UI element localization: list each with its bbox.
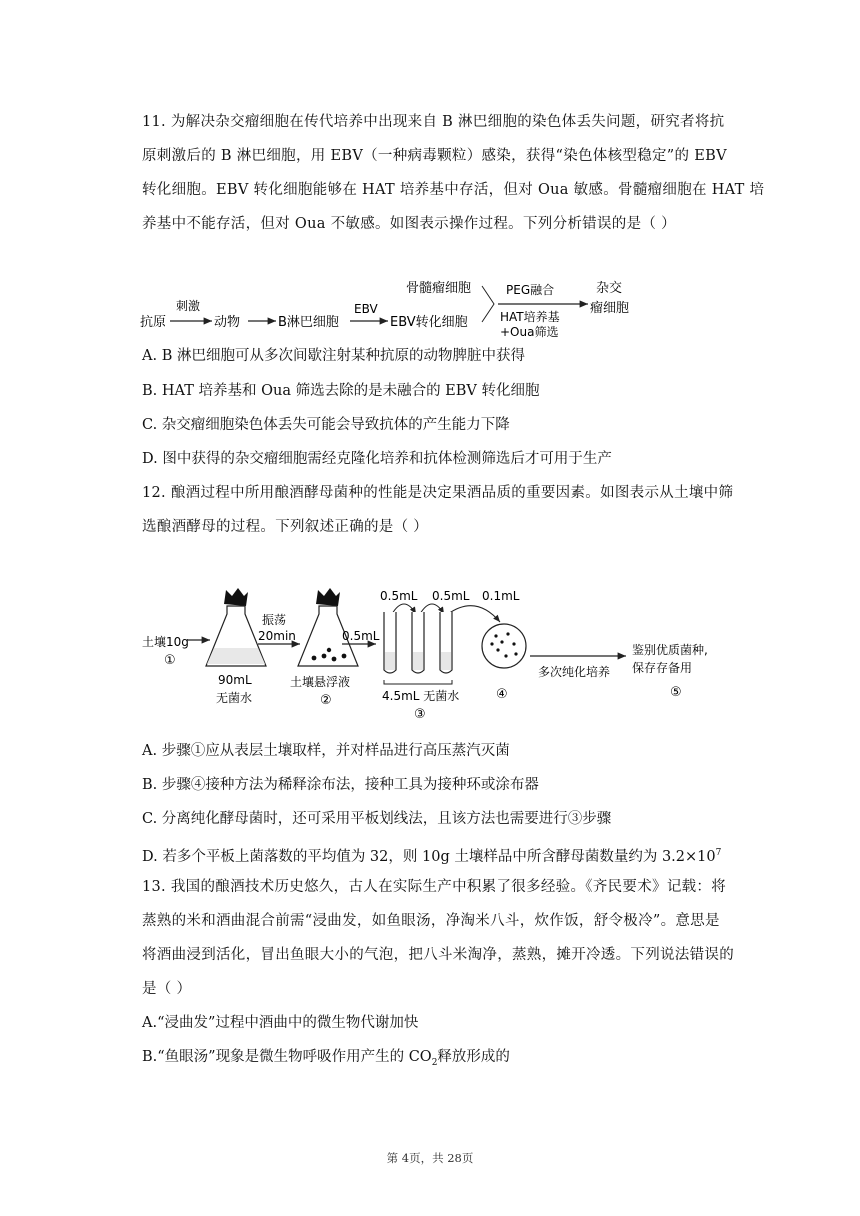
suspension-label: 土壤悬浮液 xyxy=(290,675,351,689)
q11-option-d: D. 图中获得的杂交瘤细胞需经克隆化培养和抗体检测筛选后才可用于生产 xyxy=(142,451,612,467)
water90-label-1: 90mL xyxy=(218,673,252,687)
q12-line-1: 12. 酿酒过程中所用酿酒酵母菌种的性能是决定果酒品质的重要因素。如图表示从土壤中筛 xyxy=(142,485,734,501)
flask-2-stopper xyxy=(316,588,340,606)
q12-diagram xyxy=(136,580,736,732)
myeloma-label: 骨髓瘤细胞 xyxy=(406,281,472,296)
q11-option-a: A. B 淋巴细胞可从多次间歇注射某种抗原的动物脾脏中获得 xyxy=(142,348,525,364)
step3-label: ③ xyxy=(414,707,426,722)
q13-option-a: A.“浸曲发”过程中酒曲中的微生物代谢加快 xyxy=(142,1015,419,1031)
q13-line-3: 将酒曲浸到活化，冒出鱼眼大小的气泡，把八斗米淘净，蒸熟，摊开冷透。下列说法错误的 xyxy=(142,947,734,963)
q11-option-c: C. 杂交瘤细胞染色体丢失可能会导致抗体的产生能力下降 xyxy=(142,417,510,433)
identify-label-2: 保存存备用 xyxy=(632,661,693,675)
tubes-bracket xyxy=(384,680,452,684)
volume-label-a: 0.5mL xyxy=(380,589,418,603)
q12-line-2: 选酿酒酵母的过程。下列叙述正确的是（ ） xyxy=(142,519,429,535)
identify-label-1: 鉴别优质菌种, xyxy=(632,643,708,657)
flask-1-liquid xyxy=(207,648,265,664)
purify-label: 多次纯化培养 xyxy=(538,665,611,679)
tubes-label: 4.5mL 无菌水 xyxy=(382,689,460,703)
stimulate-label: 刺激 xyxy=(176,299,201,313)
oua-label: +Oua筛选 xyxy=(500,325,559,339)
q11-line-4: 养基中不能存活，但对 Oua 不敏感。如图表示操作过程。下列分析错误的是（ ） xyxy=(142,216,676,232)
step2-label: ② xyxy=(320,693,332,708)
q13-option-b-text: B.“鱼眼汤”现象是微生物呼吸作用产生的 CO xyxy=(142,1049,432,1065)
ebv-label: EBV xyxy=(354,302,378,316)
q13-line-2: 蒸熟的米和酒曲混合前需“浸曲发，如鱼眼汤，净淘米八斗，炊作饭，舒令极冷”。意思是 xyxy=(142,913,720,929)
q12-option-a: A. 步骤①应从表层土壤取样，并对样品进行高压蒸汽灭菌 xyxy=(142,743,510,759)
volume-label-b: 0.5mL xyxy=(432,589,470,603)
peg-label: PEG融合 xyxy=(506,283,555,297)
q12-option-d-text: D. 若多个平板上菌落数的平均值为 32，则 10g 土壤样品中所含酵母菌数量约为 3.2×10 xyxy=(142,849,716,865)
q13-line-4: 是（ ） xyxy=(142,981,192,997)
transfer-volume-label: 0.5mL xyxy=(342,629,380,643)
ebv-cell-label: EBV转化细胞 xyxy=(390,315,468,330)
q11-line-1: 11. 为解决杂交瘤细胞在传代培养中出现来自 B 淋巴细胞的染色体丢失问题，研究者将抗 xyxy=(142,114,725,130)
q12-option-c: C. 分离纯化酵母菌时，还可采用平板划线法，且该方法也需要进行③步骤 xyxy=(142,811,612,827)
q13-option-b xyxy=(142,1047,510,1073)
bcell-label: B淋巴细胞 xyxy=(278,315,339,330)
step5-label: ⑤ xyxy=(670,685,682,700)
step1-label: ① xyxy=(164,653,176,668)
hybrid-label-2: 瘤细胞 xyxy=(590,301,630,316)
exponent: 7 xyxy=(715,848,722,858)
step4-label: ④ xyxy=(496,687,508,702)
q13-line-1: 13. 我国的酿酒技术历史悠久，古人在实际生产中积累了很多经验。《齐民要术》记载：将 xyxy=(142,879,727,895)
q12-option-d xyxy=(142,843,721,867)
time-label: 20min xyxy=(258,629,296,643)
volume-label-c: 0.1mL xyxy=(482,589,520,603)
transfer-arc-3 xyxy=(448,606,500,622)
soil-label: 土壤10g xyxy=(142,635,189,649)
flask-1-stopper xyxy=(224,588,248,606)
shake-label: 振荡 xyxy=(262,613,287,627)
hat-label: HAT培养基 xyxy=(500,310,560,324)
page-footer: 第 4页，共 28页 xyxy=(386,1151,474,1165)
petri-plate xyxy=(482,624,526,668)
animal-label: 动物 xyxy=(214,315,241,330)
q11-line-3: 转化细胞。EBV 转化细胞能够在 HAT 培养基中存活，但对 Oua 敏感。骨髓瘤细胞在 HAT 培 xyxy=(142,182,765,198)
water90-label-2: 无菌水 xyxy=(216,691,253,705)
subscript: 2 xyxy=(431,1057,438,1068)
q13-option-b-tail: 释放形成的 xyxy=(437,1049,510,1065)
q11-option-b: B. HAT 培养基和 Oua 筛选去除的是未融合的 EBV 转化细胞 xyxy=(142,383,540,399)
hybrid-label-1: 杂交 xyxy=(596,281,623,296)
q11-line-2: 原刺激后的 B 淋巴细胞，用 EBV（一种病毒颗粒）感染，获得“染色体核型稳定”的 EBV xyxy=(142,148,727,164)
merge-bracket xyxy=(482,286,494,322)
q12-option-b: B. 步骤④接种方法为稀释涂布法，接种工具为接种环或涂布器 xyxy=(142,777,539,793)
antigen-label: 抗原 xyxy=(140,315,167,330)
q11-diagram xyxy=(136,268,656,340)
